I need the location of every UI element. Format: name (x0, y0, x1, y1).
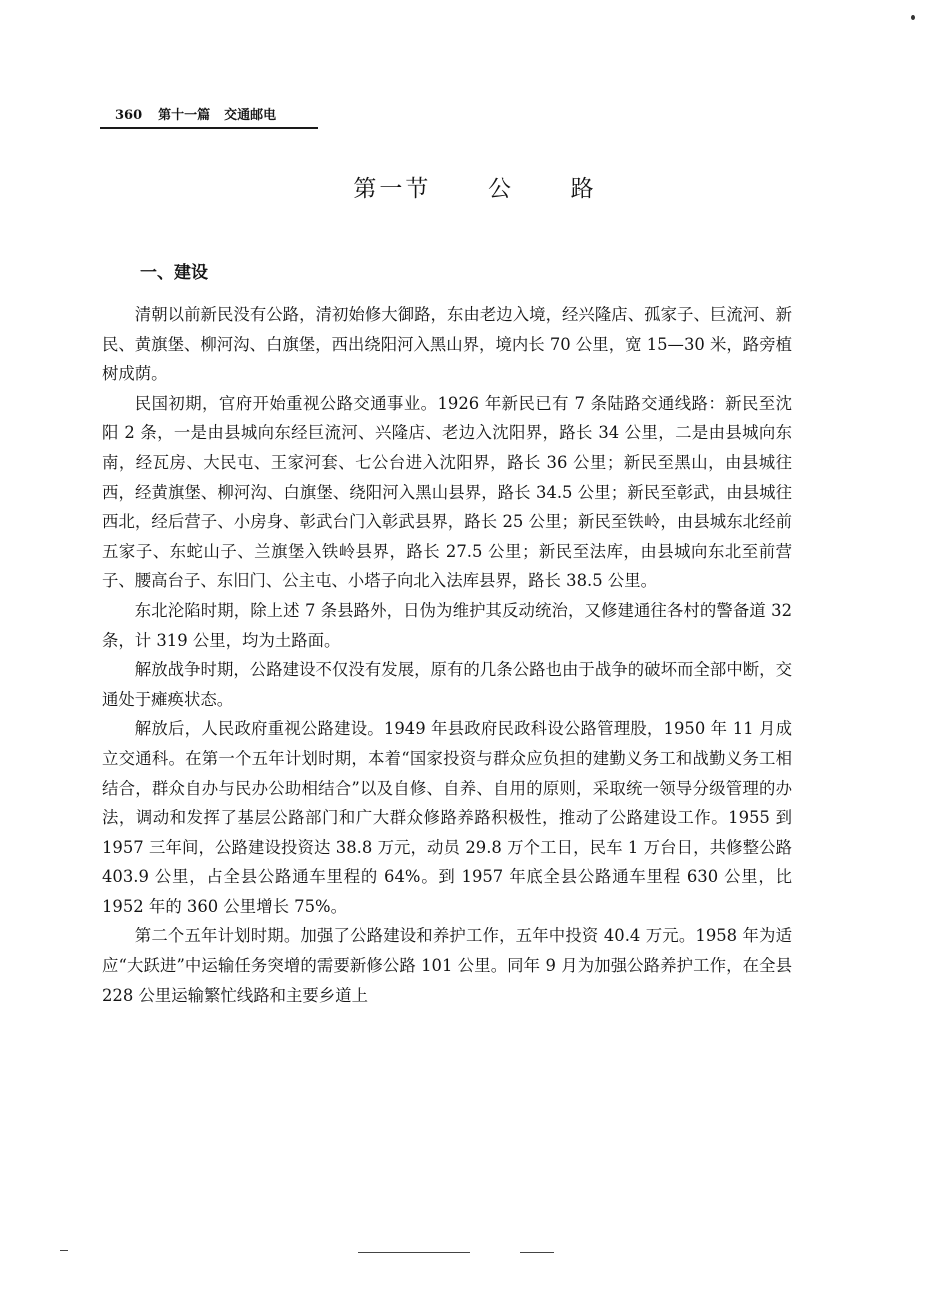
paragraph-republic-era: 民国初期，官府开始重视公路交通事业。1926 年新民已有 7 条陆路交通线路：新民至沈阳 2 条，一是由县城向东经巨流河、兴隆店、老边入沈阳界，路长 34 公里，二是由县城向东南，经瓦房、大民屯、王家河套、七公台进入沈阳界，路长 36 公里；新民至黑山，由县城往西，经黄旗堡、柳河沟、白旗堡、绕阳河入黑山县界，路长 34.5 公里；新民至彰武，由县城往西北，经后营子、小房身、彰武台门入彰武县界，路长 25 公里；新民至铁岭，由县城东北经前五家子、东蛇山子、兰旗堡入铁岭县界，路长 27.5 公里；新民至法库，由县城向东北至前营子、腰高台子、东旧门、公主屯、小塔子向北入法库县界，路长 38.5 公里。 (102, 393, 792, 591)
paragraph-qing-dynasty: 清朝以前新民没有公路，清初始修大御路，东由老边入境，经兴隆店、孤家子、巨流河、新民、黄旗堡、柳河沟、白旗堡，西出绕阳河入黑山界，境内长 70 公里，宽 15—30 米，路旁植树成荫。 (102, 305, 792, 384)
body-text (102, 300, 792, 1010)
scan-speck (911, 15, 915, 20)
paragraph-post-liberation: 解放后，人民政府重视公路建设。1949 年县政府民政科设公路管理股，1950 年 11 月成立交通科。在第一个五年计划时期，本着“国家投资与群众应负担的建勤义务工和战勤义务工相结合，群众自办与民办公助相结合”以及自修、自养、自用的原则，采取统一领导分级管理的办法，调动和发挥了基层公路部门和广大群众修路养路积极性，推动了公路建设工作。1955 到 1957 三年间，公路建设投资达 38.8 万元，动员 29.8 万个工日，民车 1 万台日，共修整公路 403.9 公里，占全县公路通车里程的 64%。到 1957 年底全县公路通车里程 630 公里，比 1952 年的 360 公里增长 75%。 (102, 719, 792, 916)
footer-rule-left (60, 1250, 68, 1251)
paragraph-occupation-era: 东北沦陷时期，除上述 7 条县路外，日伪为维护其反动统治，又修建通往各村的警备道 32 条，计 319 公里，均为土路面。 (102, 600, 792, 650)
section-title: 第一节 公 路 (353, 176, 597, 202)
running-header (100, 104, 318, 129)
paragraph-liberation-war: 解放战争时期，公路建设不仅没有发展，原有的几条公路也由于战争的破坏而全部中断，交通处于瘫痪状态。 (102, 660, 792, 709)
subsection-heading: 一、建设 (140, 263, 208, 283)
part-label: 第十一篇 (158, 108, 211, 123)
footer-rule-long (358, 1252, 470, 1253)
part-title: 交通邮电 (224, 108, 277, 123)
paragraph-second-five-year-plan: 第二个五年计划时期。加强了公路建设和养护工作，五年中投资 40.4 万元。1958 年为适应“大跃进”中运输任务突增的需要新修公路 101 公里。同年 9 月为加强公路养护工作，在全县 228 公里运输繁忙线路和主要乡道上 (102, 926, 792, 1005)
footer-rule-short (520, 1252, 554, 1253)
page-number: 360 (115, 108, 143, 123)
